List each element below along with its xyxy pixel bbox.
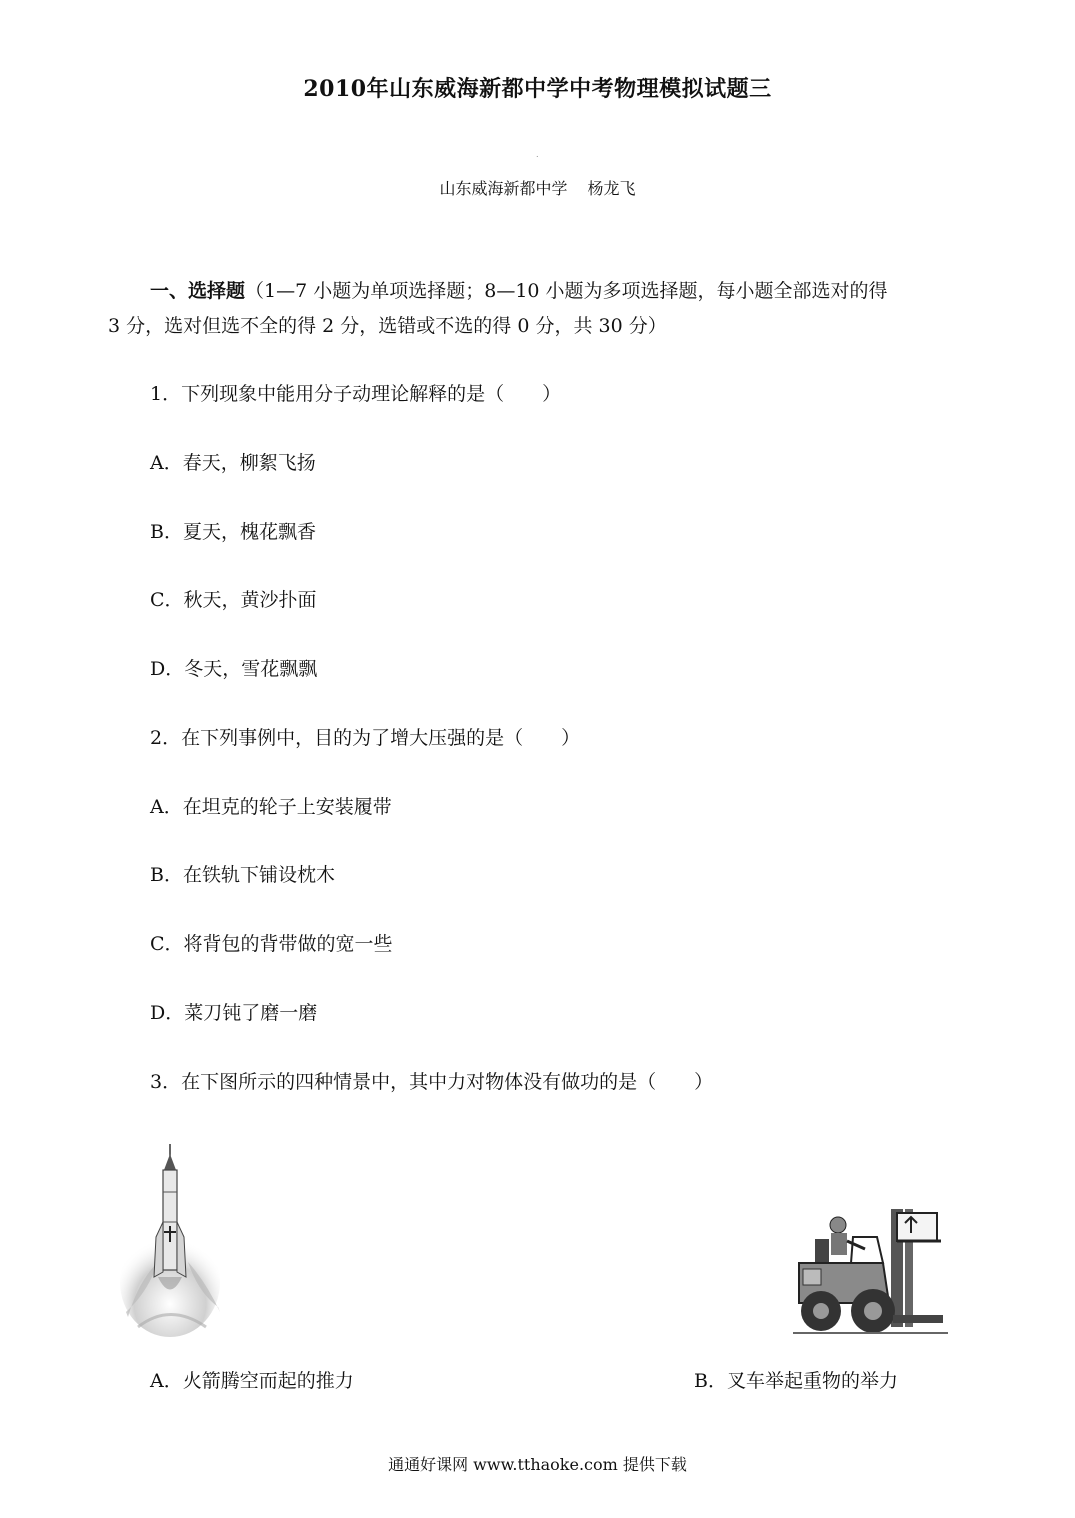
question-2-stem: 2．在下列事例中，目的为了增大压强的是（ ） xyxy=(150,727,581,749)
page-footer: 通通好课网 www.tthaoke.com 提供下载 xyxy=(388,1455,687,1474)
question-1-option-d: D．冬天，雪花飘飘 xyxy=(150,658,318,680)
question-1-option-a: A．春天，柳絮飞扬 xyxy=(150,452,316,474)
section-header-line1 xyxy=(150,276,888,303)
rocket-launch-image xyxy=(118,1142,228,1342)
question-2-option-b: B．在铁轨下铺设枕木 xyxy=(150,864,335,886)
decorative-dot: . xyxy=(536,150,539,159)
page-title: 2010年山东威海新都中学中考物理模拟试题三 xyxy=(303,76,772,102)
question-1-stem: 1．下列现象中能用分子动理论解释的是（ ） xyxy=(150,383,562,405)
question-3-option-b-caption: B．叉车举起重物的举力 xyxy=(694,1370,898,1392)
section-note-line1: （1—7 小题为单项选择题；8—10 小题为多项选择题，每小题全部选对的得 xyxy=(245,280,888,302)
author-line xyxy=(0,176,1075,199)
section-heading: 一、选择题 xyxy=(150,280,246,302)
question-3-stem: 3．在下图所示的四种情景中，其中力对物体没有做功的是（ ） xyxy=(150,1071,714,1093)
question-1-option-c: C．秋天，黄沙扑面 xyxy=(150,589,317,611)
section-note-line2: 3 分，选对但选不全的得 2 分，选错或不选的得 0 分，共 30 分） xyxy=(108,315,667,337)
author-name: 杨龙飞 xyxy=(587,179,636,198)
question-3-option-a-caption: A．火箭腾空而起的推力 xyxy=(150,1370,354,1392)
question-2-option-c: C．将背包的背带做的宽一些 xyxy=(150,933,393,955)
author-school: 山东威海新都中学 xyxy=(439,179,568,198)
question-2-option-d: D．菜刀钝了磨一磨 xyxy=(150,1002,318,1024)
forklift-image xyxy=(793,1203,948,1338)
question-2-option-a: A．在坦克的轮子上安装履带 xyxy=(150,796,392,818)
question-1-option-b: B．夏天，槐花飘香 xyxy=(150,521,316,543)
